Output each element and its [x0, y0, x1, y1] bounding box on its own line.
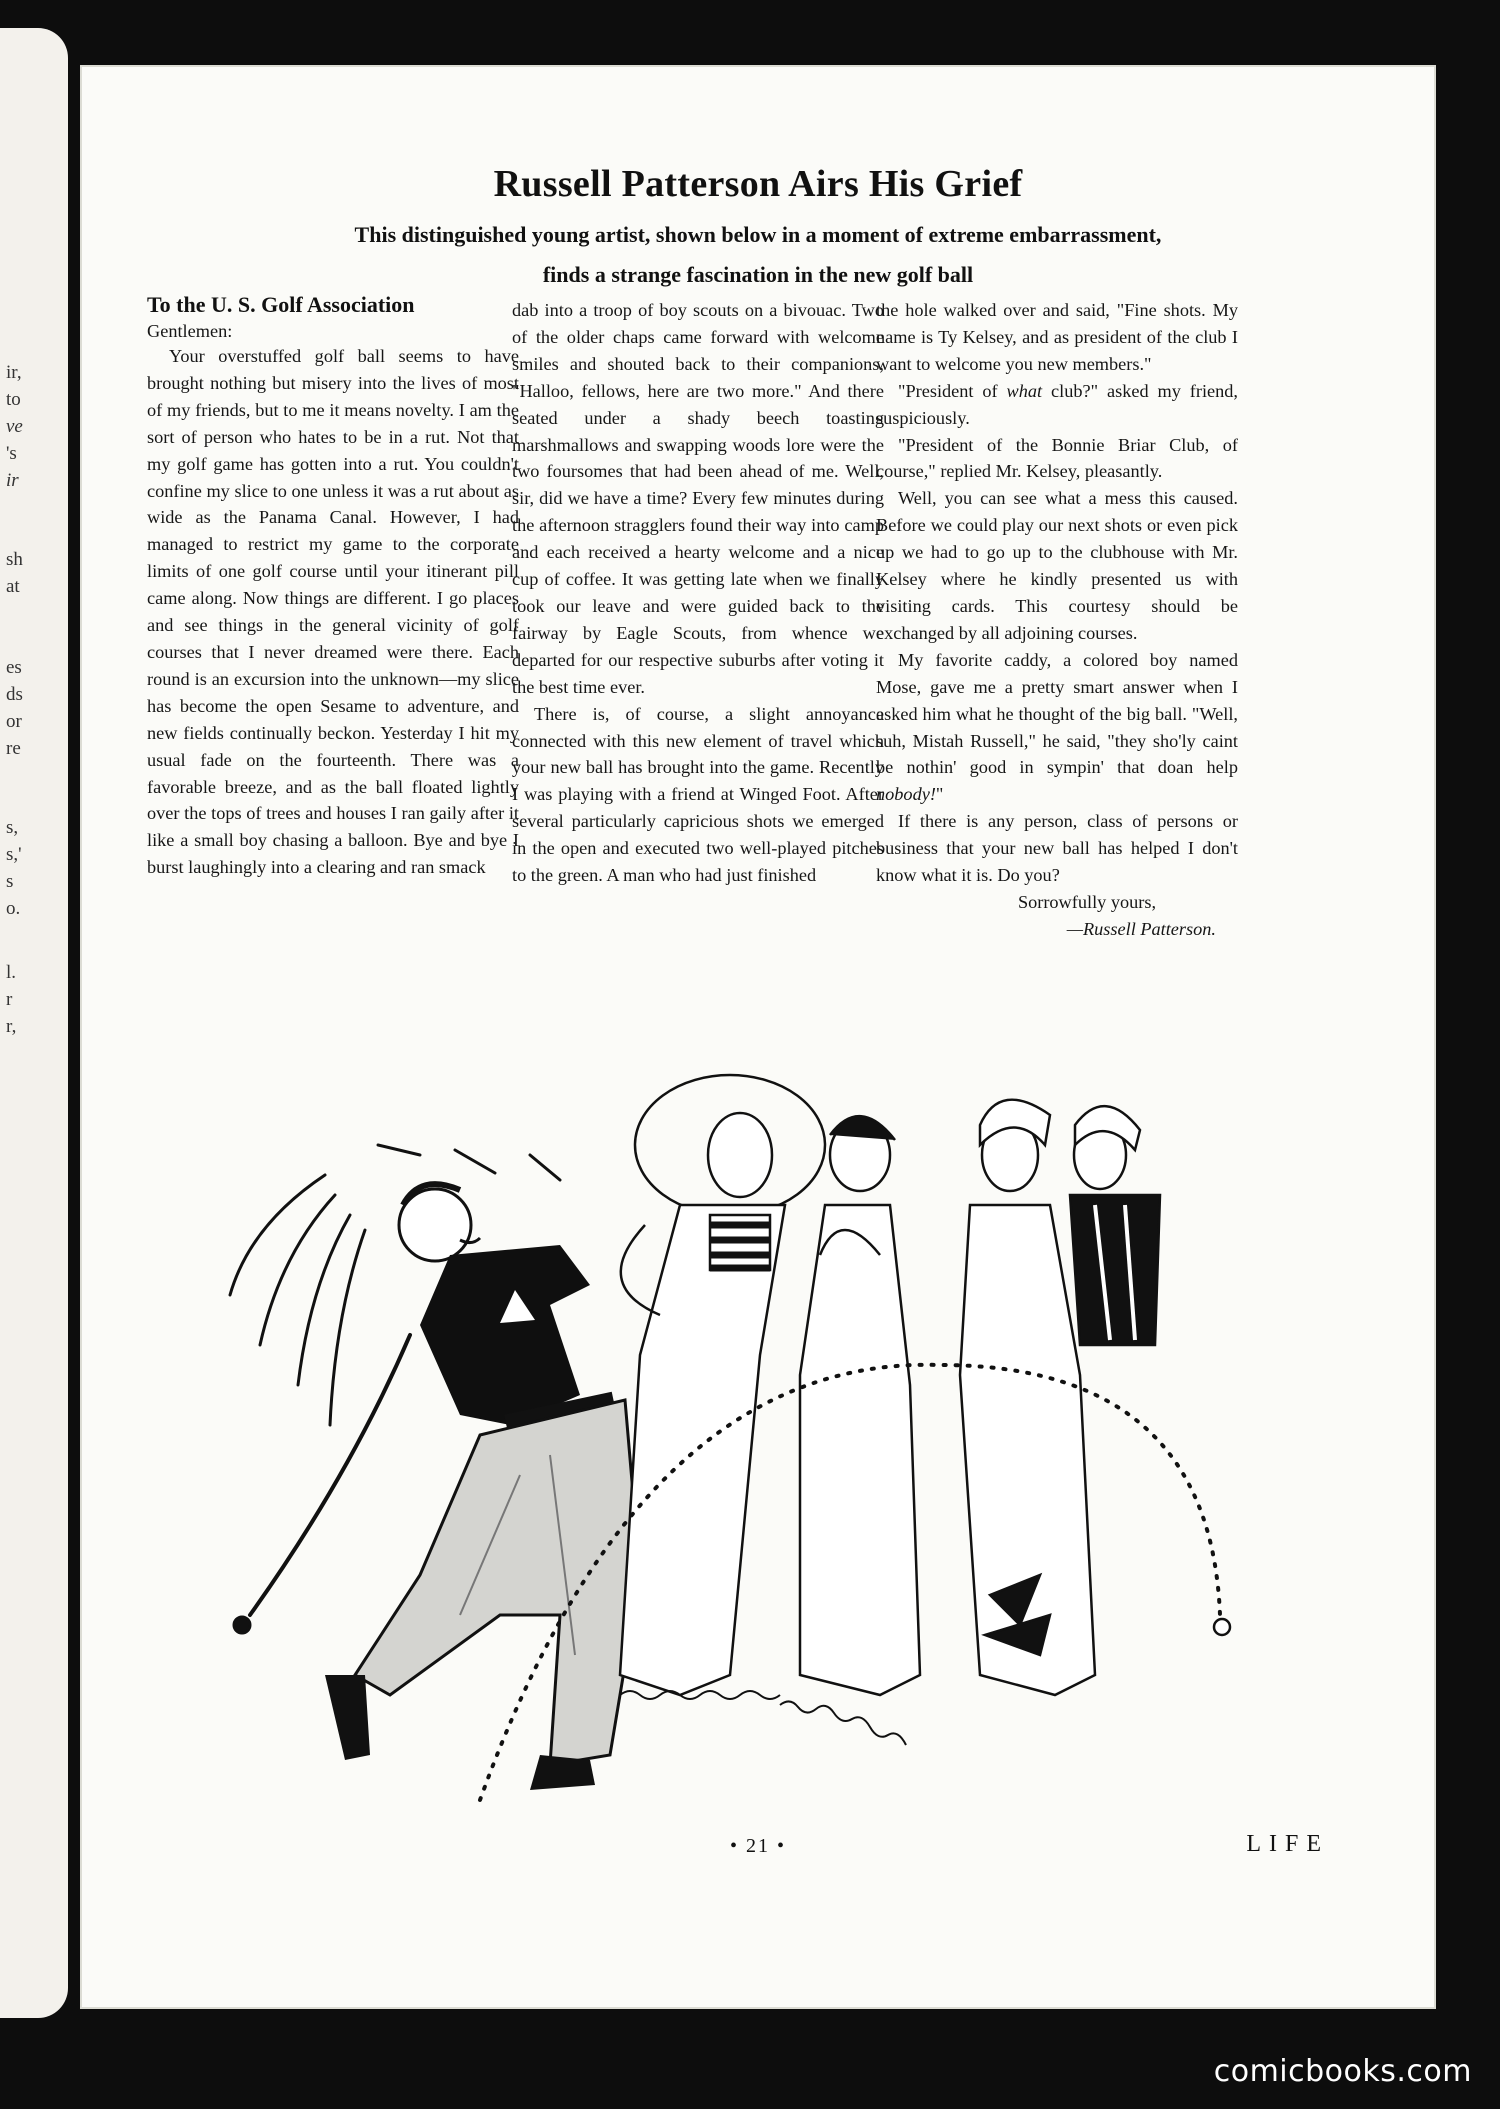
left-page-fragment: s,	[6, 817, 19, 838]
golf-ball-icon	[1214, 1619, 1230, 1635]
left-page-fragment: ds	[6, 684, 23, 705]
magazine-name: LIFE	[1246, 1831, 1329, 1857]
left-page-fragment: to	[6, 389, 21, 410]
page-number: • 21 •	[729, 1835, 786, 1857]
left-page-fragment: 's	[6, 443, 17, 464]
left-page-fragment: sh	[6, 549, 23, 570]
salutation: Gentlemen:	[147, 321, 233, 341]
golfer-figure	[325, 1184, 640, 1790]
text-run: My favorite caddy, a colored boy named Mose, gave me a pretty smart answer when I asked him what he thought of the big ball. "Well, suh, Mistah Russell," he said, "they sho'ly caint be nothin' good in sympin' that doan help	[876, 649, 1238, 778]
left-page-fragment: at	[6, 576, 20, 597]
left-page-fragment: or	[6, 711, 22, 732]
left-page-fragment: ir,	[6, 362, 22, 383]
subhead-line-2: finds a strange fascination in the new golf ball	[542, 262, 974, 287]
left-page-fragment: s,'	[6, 844, 22, 865]
text-run: "	[935, 784, 944, 805]
left-page-fragment: re	[6, 738, 21, 759]
text-run: "President of	[898, 380, 1007, 401]
text-column-1	[147, 291, 519, 881]
letter-heading: To the U. S. Golf Association	[147, 292, 415, 317]
subhead-line-1: This distinguished young artist, shown below in a moment of extreme embarrassment,	[354, 222, 1162, 247]
onlooking-women	[620, 1075, 1160, 1695]
left-page-fragment: s	[6, 871, 14, 892]
body-paragraph: the hole walked over and said, "Fine shots. My name is Ty Kelsey, and as president of the club I want to welcome you new members."	[876, 300, 1238, 374]
magazine-page	[80, 65, 1436, 2009]
letter-closing: Sorrowfully yours,	[1017, 891, 1157, 912]
left-page-fragment: r,	[6, 1016, 17, 1037]
article-subhead	[250, 215, 1266, 295]
site-watermark: comicbooks.com	[1213, 2054, 1472, 2089]
left-page-fragment: ve	[6, 416, 23, 437]
body-paragraph: Well, you can see what a mess this caused. Before we could play our next shots or even pick up we had to go up to the clubhouse with Mr. Kelsey where he kindly presented us with visiting cards. This courtesy should be exchanged by all adjoining courses.	[876, 488, 1238, 643]
letter-signature: —Russell Patterson.	[1066, 918, 1216, 939]
body-paragraph: Your overstuffed golf ball seems to have brought nothing but misery into the lives of most of my friends, but to me it means novelty. I am the sort of person who hates to be in a rut. Not that my golf game has gotten into a rut. You couldn't confine my slice to one unless it was a rut about as wide as the Panama Canal. However, I had managed to restrict my game to the corporate limits of one golf course until your itinerant pill came along. Now things are different. I go places and see things in the general vicinity of golf courses that I never dreamed were there. Each round is an excursion into the unknown—my slice has become the open Sesame to adventure, and new fields continually beckon. Yesterday I hit my usual fade on the fourteenth. There was a favorable breeze, and as the ball floated lightly over the tops of trees and houses I ran gaily after it like a small boy chasing a balloon. Bye and bye I burst laughingly into a clearing and ran smack	[147, 346, 519, 878]
text-run: club?" asked my friend, suspiciously.	[876, 380, 1238, 428]
body-paragraph: dab into a troop of boy scouts on a bivouac. Two of the older chaps came forward with welcome smiles and shouted back to their companions, "Halloo, fellows, here are two more." And there seated under a shady beech toasting marshmallows and swapping woods lore were the two foursomes that had been ahead of me. Well, sir, did we have a time? Every few minutes during the afternoon stragglers found their way into camp and each received a hearty welcome and a nice cup of coffee. It was getting late when we finally took our leave and were guided back to the fairway by Eagle Scouts, from whence we departed for our respective suburbs after voting it the best time ever.	[512, 300, 884, 697]
left-page-fragment: ir	[6, 470, 19, 491]
article-headline: Russell Patterson Airs His Grief	[493, 163, 1023, 205]
golfer-and-women-illustration	[120, 1055, 1390, 1875]
body-paragraph: There is, of course, a slight annoyance connected with this new element of travel which your new ball has brought into the game. Recently I was playing with a friend at Winged Foot. After several particularly capricious shots we emerged in the open and executed two well-played pitches to the green. A man who had just finished	[512, 703, 884, 886]
left-page-fragment: o.	[6, 898, 21, 919]
italic-emphasis: what	[1006, 380, 1043, 401]
left-page-fragment: es	[6, 657, 22, 678]
text-column-2	[512, 297, 884, 889]
left-page-fragment: l.	[6, 962, 17, 983]
adjacent-left-page	[0, 28, 68, 2018]
body-paragraph: If there is any person, class of persons or business that your new ball has helped I don't know what it is. Do you?	[876, 811, 1238, 886]
body-paragraph	[876, 378, 1238, 432]
body-paragraph: "President of the Bonnie Briar Club, of course," replied Mr. Kelsey, pleasantly.	[876, 434, 1238, 482]
left-page-fragment: r	[6, 989, 13, 1010]
italic-emphasis: nobody!	[876, 784, 936, 805]
text-column-3	[876, 297, 1238, 943]
body-paragraph	[876, 647, 1238, 808]
